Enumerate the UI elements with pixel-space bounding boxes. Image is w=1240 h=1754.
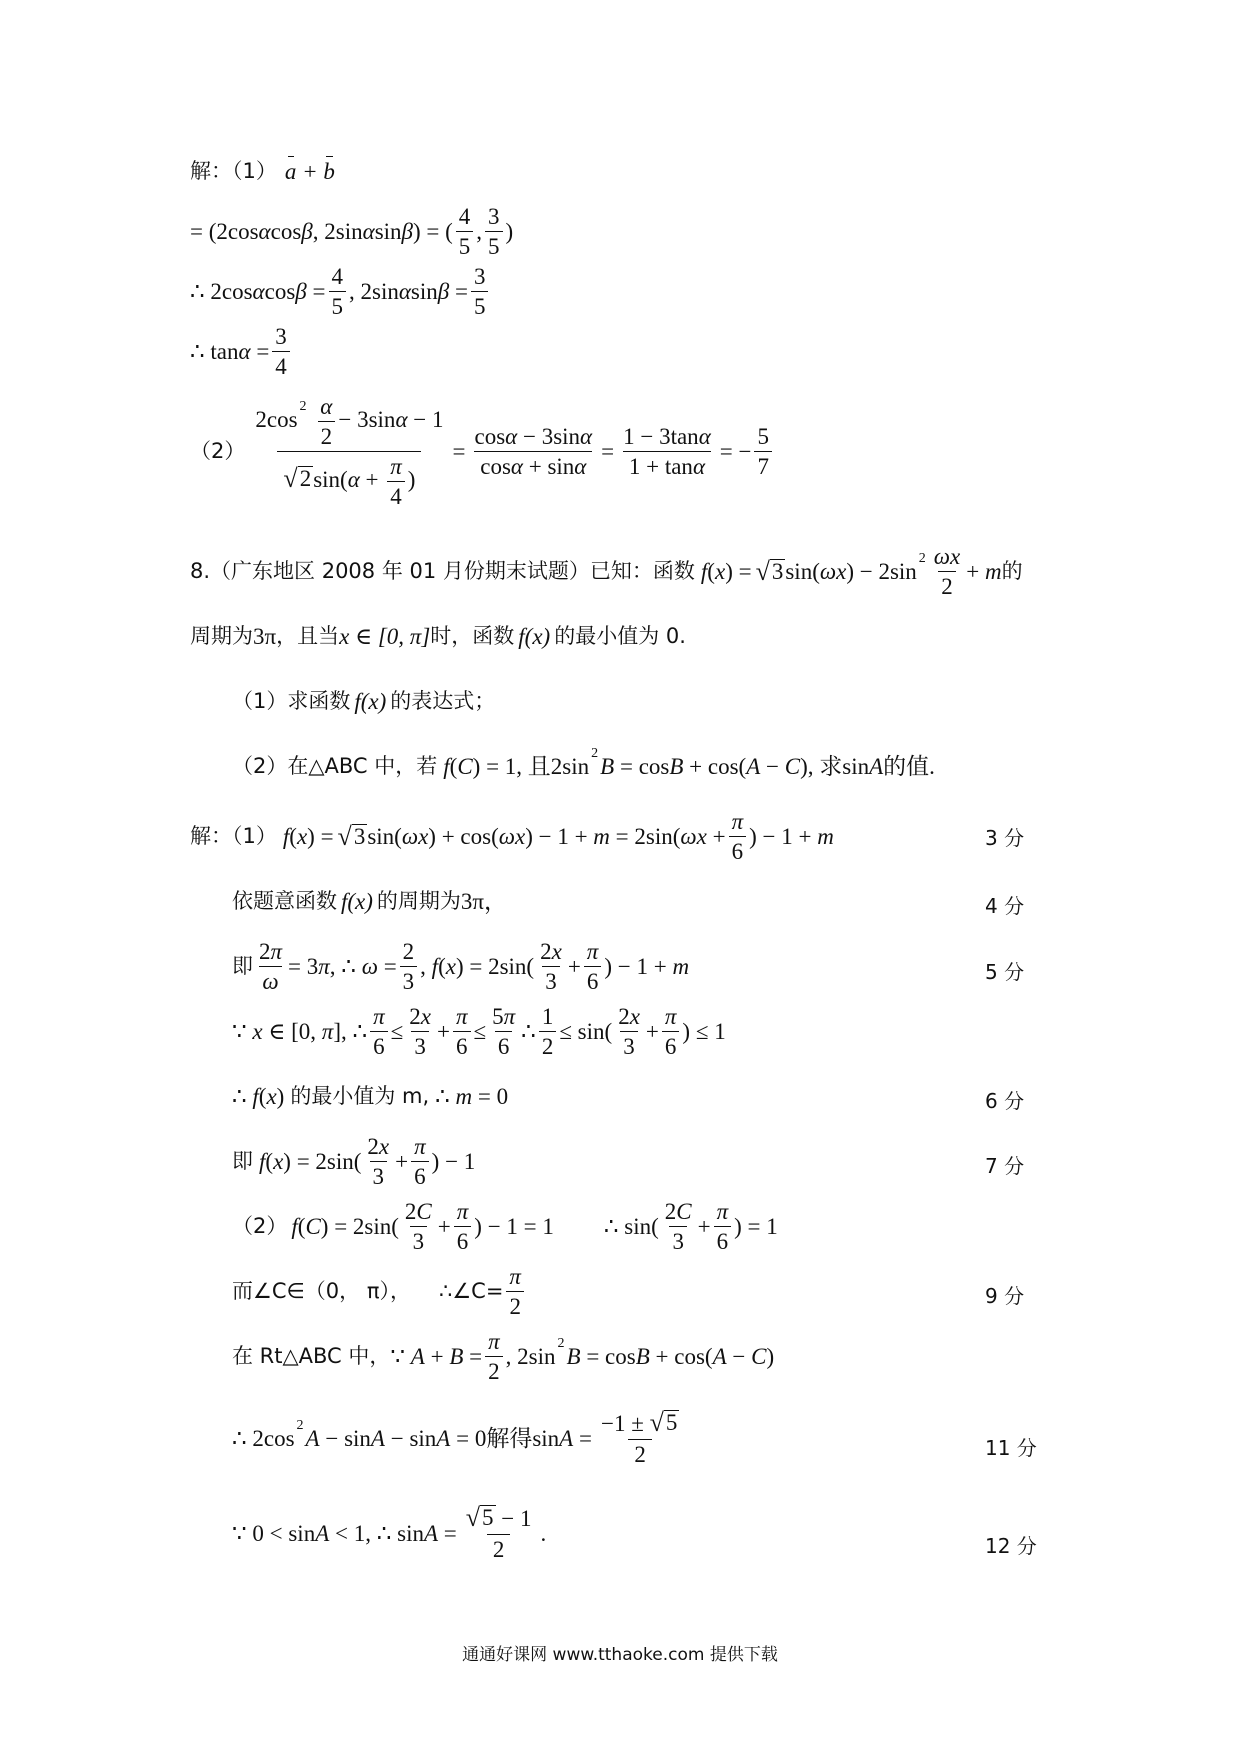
solution-1-line-2: = (2cosαcosβ, 2sinαsinβ) = ( $\frac{4}{5}$ , $\frac{3}{5}$ ) <box>190 204 514 259</box>
problem-8-statement: 8.（广东地区 2008 年 01 月份期末试题）已知：函数 f (x) = √ 3 $\sin(\omega x) - 2\sin^2$ $\frac{\omega x}{2}$ + m 的 <box>190 544 1023 599</box>
solution-8-step-6: 即 f(x) = 2sin( $\frac{2x}{3}$ + $\frac{\pi}{6}$ ) − 1 <box>232 1134 476 1189</box>
step-2-period-text: 的周期为 <box>376 889 461 913</box>
solution-8-step-3: 即 $\frac{2\pi}{\omega}$ = 3π, ∴ ω = $\frac{2}{3}$ , f(x) = 2sin( $\frac{2x}{3}$ + $\frac{\pi}{6}$ ) − 1 + m <box>232 939 690 994</box>
step-2-fx: f(x) <box>341 889 373 914</box>
score-5: 5 分 <box>985 960 1025 984</box>
problem-8-period: 3π <box>253 624 277 649</box>
problem-8-question-1 <box>232 690 495 713</box>
solution-8-step-11: ∵ 0 < sinA < 1, ∴ sinA = √ 5 − 1 2 . <box>232 1503 547 1562</box>
solution-8-step-1: 解：（1） f(x) = √ 3 sin(ωx) + cos(ωx) − 1 + m = 2sin(ωx + $\frac{\pi}{6}$ ) − 1 + m <box>190 809 834 864</box>
problem-8-question-2: （2）在△ABC 中，若 f(C) = 1, 且$2\sin^2B = \cos B + \cos(A - C)$, 求sinA的值. <box>232 746 935 779</box>
vector-sum: a + b <box>284 159 335 184</box>
score-11: 11 分 <box>985 1436 1037 1460</box>
question-2-text: （2）在△ABC 中，若 <box>232 754 438 778</box>
solution-8-label: 解：（1） <box>190 824 277 848</box>
question-1-fx: f(x) <box>354 689 387 714</box>
solution-8-step-7: （2） f(C) = 2sin( $\frac{2C}{3}$ + $\frac{\pi}{6}$ ) − 1 = 1 ∴ sin( $\frac{2C}{3}$ + $\frac{\pi}{6}$ ) = 1 <box>232 1199 778 1254</box>
problem-8-period-text: 周期为 <box>190 624 253 648</box>
solution-8-step-9: 在 Rt△ABC 中， ∵ A + B = $\frac{\pi}{2}$ , $2\sin^2B = \cos B + \cos(A - C)$ <box>232 1329 775 1384</box>
score-3: 3 分 <box>985 826 1025 850</box>
part-2-label: （2） <box>190 439 246 463</box>
solution-8-step-5: ∴ f(x) 的最小值为 m, ∴ m = 0 <box>232 1084 509 1109</box>
problem-8-when: ，且当 <box>276 624 340 648</box>
page-footer: 通通好课网 www.tthaoke.com 提供下载 <box>462 1645 778 1665</box>
problem-8-min: 的最小值为 0. <box>554 624 686 648</box>
solution-8-step-10: ∴ $2\cos^2A - \sin A - \sin A = 0$解得sinA = −1 ± √ 5 2 <box>232 1408 678 1467</box>
step-2-period: 3π， <box>460 889 508 914</box>
solution-8-step-4: ∵ x ∈ [0, π], ∴ $\frac{\pi}{6}$ ≤ $\frac{2x}{3}$ + $\frac{\pi}{6}$ ≤ $\frac{5\pi}{6}$ ∴ $\frac{1}{2}$ ≤ sin( $\frac{2x}{3}$ + $\frac{\pi}{6}$ ) ≤ 1 <box>232 1004 726 1059</box>
solution-1-part-2: （2） $2\cos^2$ $\frac{\alpha}{2}$ − 3sinα − 1 √ 2 sin(α + $\frac{\pi}{4}$ ) = $\frac{\cos\alpha - 3\sin\alpha}{\cos\alpha + \sin\alpha}$ = $\frac{1 - 3\tan\alpha}{1 + \tan\alpha}$ = − $\frac{5}{7}$ <box>190 395 775 508</box>
problem-8-intro: 8.（广东地区 2008 年 01 月份期末试题）已知：函数 <box>190 559 695 583</box>
question-1-tail: 的表达式； <box>390 689 496 713</box>
question-1-text: （1）求函数 <box>232 689 351 713</box>
solution-8-step-2 <box>232 890 507 913</box>
score-9: 9 分 <box>985 1284 1025 1308</box>
solution-1-line-3: ∴ 2cosαcosβ = $\frac{4}{5}$ , 2sinαsinβ = $\frac{3}{5}$ <box>190 265 491 318</box>
solution-1-line-1 <box>190 160 335 183</box>
score-12: 12 分 <box>985 1534 1037 1558</box>
problem-8-fx: f(x) <box>518 624 551 649</box>
score-4: 4 分 <box>985 894 1025 918</box>
problem-8-de: 的 <box>1001 559 1023 583</box>
step-2-text: 依题意函数 <box>232 889 337 913</box>
solution-label: 解：（1） <box>190 159 277 183</box>
score-7: 7 分 <box>985 1154 1025 1178</box>
solution-1-line-4: ∴ tanα = $\frac{3}{4}$ <box>190 325 293 378</box>
problem-8-func-text: 时，函数 <box>430 624 515 648</box>
problem-8-interval: x ∈ [0, π] <box>339 624 431 649</box>
problem-8-line-2 <box>190 625 686 648</box>
solution-8-step-8: 而∠C∈（0， π）， ∴∠C= $\frac{\pi}{2}$ <box>232 1265 527 1318</box>
score-6: 6 分 <box>985 1089 1025 1113</box>
